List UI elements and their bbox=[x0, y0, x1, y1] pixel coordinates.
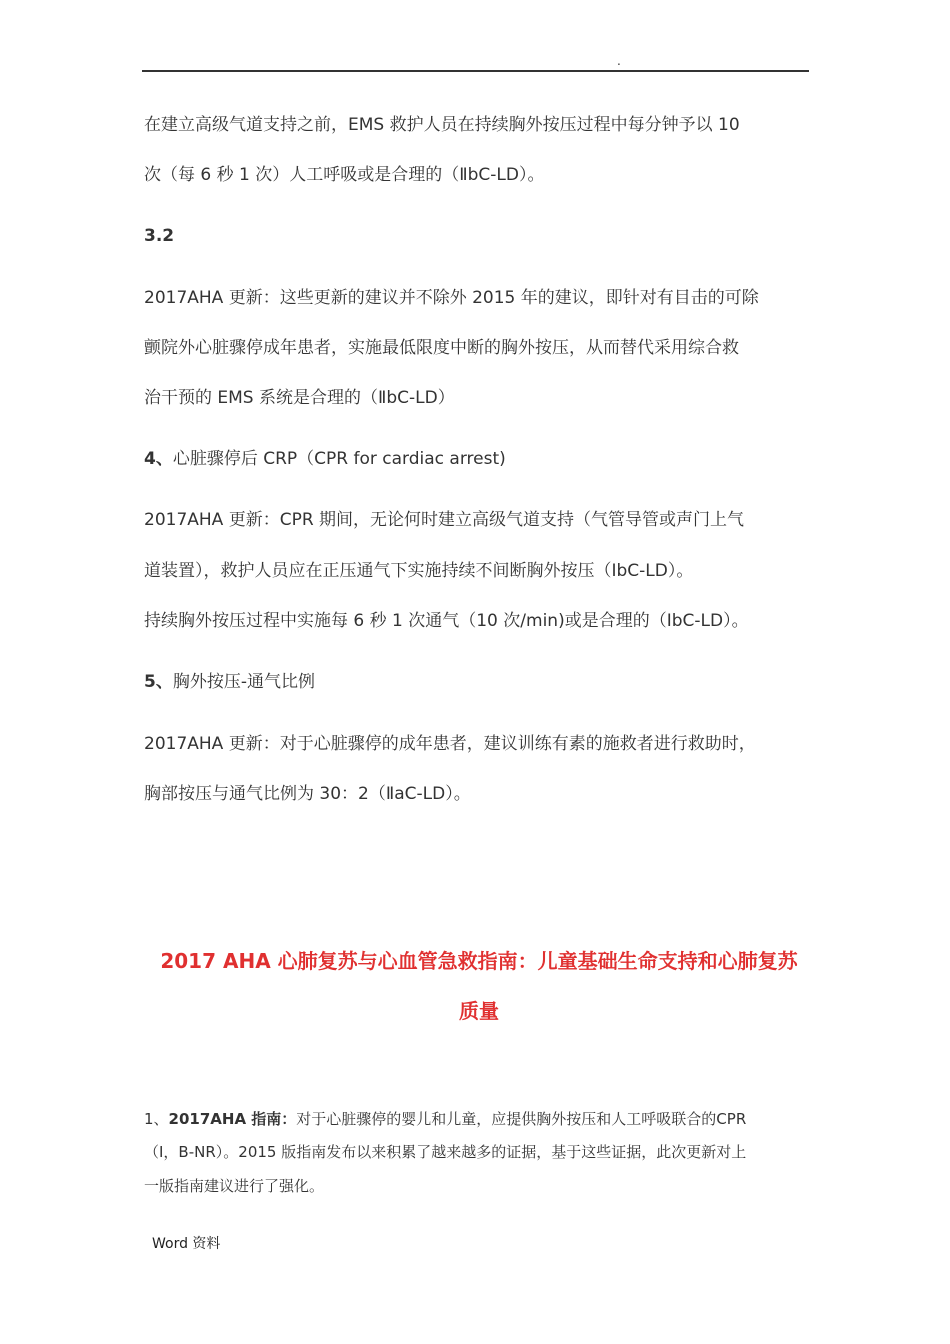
paragraph-line: 道装置），救护人员应在正压通气下实施持续不间断胸外按压（ⅠbC-LD）。 bbox=[144, 561, 694, 581]
guideline-label: 2017AHA 指南： bbox=[168, 1110, 297, 1128]
section-heading-text: 胸外按压-通气比例 bbox=[172, 672, 315, 692]
guideline-text: 对于心脏骤停的婴儿和儿童，应提供胸外按压和人工呼吸联合的CPR bbox=[296, 1110, 747, 1128]
paragraph-line: 2017AHA 更新：对于心脏骤停的成年患者，建议训练有素的施救者进行救助时， bbox=[144, 734, 756, 754]
guideline-line: 一版指南建议进行了强化。 bbox=[144, 1177, 325, 1195]
header-rule bbox=[142, 70, 809, 72]
section-heading-number: 4、 bbox=[144, 449, 173, 469]
paragraph-line: 2017AHA 更新：CPR 期间，无论何时建立高级气道支持（气管导管或声门上气 bbox=[144, 510, 745, 530]
guideline-line bbox=[144, 1102, 814, 1136]
paragraph-line: 胸部按压与通气比例为 30：2（ⅡaC-LD）。 bbox=[144, 784, 471, 804]
document-title-line2: 质量 bbox=[459, 999, 499, 1023]
section-heading-5 bbox=[144, 657, 814, 707]
header-dot: . bbox=[617, 54, 621, 68]
section-heading-text: 心脏骤停后 CRP（CPR for cardiac arrest) bbox=[172, 449, 506, 469]
paragraph-line: 在建立高级气道支持之前，EMS 救护人员在持续胸外按压过程中每分钟予以 10 bbox=[144, 115, 740, 135]
guideline-number: 1、 bbox=[144, 1110, 169, 1128]
page-footer: Word 资料 bbox=[152, 1236, 221, 1252]
guideline-line: （I，B-NR）。2015 版指南发布以来积累了越来越多的证据，基于这些证据，此次更新对上 bbox=[144, 1143, 747, 1161]
section-heading-number: 5、 bbox=[144, 672, 173, 692]
section-heading-4 bbox=[144, 434, 814, 484]
paragraph-line: 2017AHA 更新：这些更新的建议并不除外 2015 年的建议，即针对有目击的可除 bbox=[144, 288, 759, 308]
paragraph-line: 次（每 6 秒 1 次）人工呼吸或是合理的（ⅡbC-LD）。 bbox=[144, 165, 545, 185]
section-number: 3.2 bbox=[144, 226, 175, 246]
document-title-line1: 2017 AHA 心肺复苏与心血管急救指南：儿童基础生命支持和心肺复苏 bbox=[160, 949, 798, 973]
paragraph-line: 颤院外心脏骤停成年患者，实施最低限度中断的胸外按压，从而替代采用综合救 bbox=[144, 338, 739, 358]
paragraph-line: 治干预的 EMS 系统是合理的（ⅡbC-LD） bbox=[144, 388, 455, 408]
paragraph-line: 持续胸外按压过程中实施每 6 秒 1 次通气（10 次/min)或是合理的（ⅠbC-LD）。 bbox=[144, 611, 749, 631]
